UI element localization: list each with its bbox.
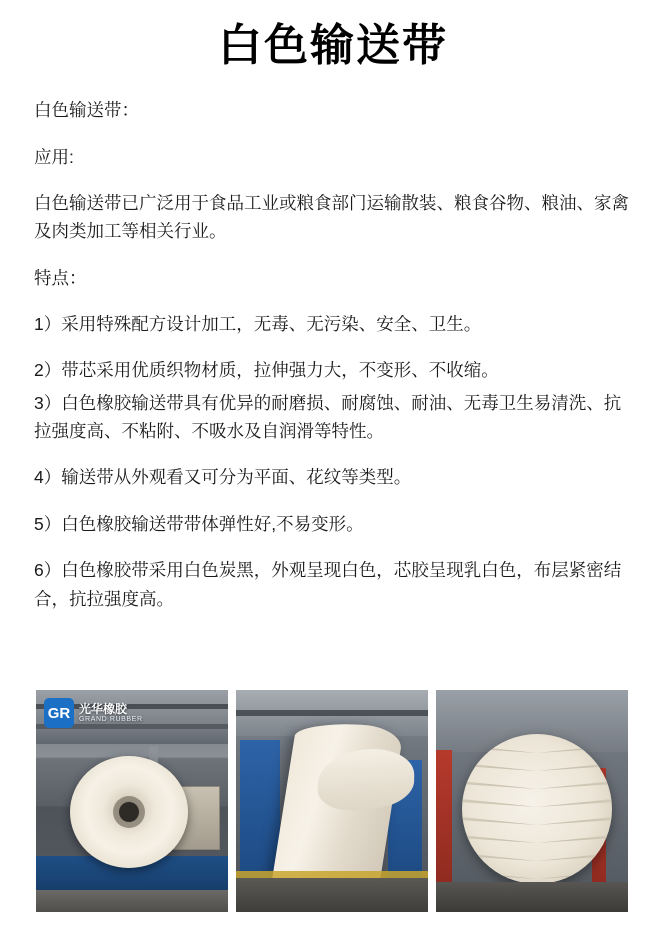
paragraph-features-heading: 特点： (34, 267, 87, 288)
gallery-image-chevron-roll (436, 690, 628, 912)
watermark-logo (44, 698, 143, 728)
photo2-floor (236, 878, 428, 912)
paragraph-application-body: 白色输送带已广泛用于食品工业或粮食部门运输散装、粮食谷物、粮油、家禽及肉类加工等相关行业。 (34, 193, 629, 242)
paragraph-application-heading: 应用: (34, 146, 74, 167)
photo3-chevron-stripe (462, 780, 612, 789)
watermark-brand-cn: 光华橡胶 (79, 702, 128, 717)
photo3-floor (436, 882, 628, 912)
logo-mark-icon: GR (44, 698, 74, 728)
photo3-chevron-stripe (462, 834, 612, 843)
page-title: 白色输送带 (218, 21, 448, 70)
paragraph-intro: 白色输送带： (34, 100, 139, 121)
photo2-floor-marking (236, 871, 428, 878)
watermark-brand-en: GRAND RUBBER (79, 715, 143, 723)
photo2-beam (236, 710, 428, 716)
feature-item-6: 6）白色橡胶带采用白色炭黑，外观呈现白色，芯胶呈现乳白色，布层紧密结合，抗拉强度高。 (34, 560, 622, 609)
photo3-chevron-stripe (462, 816, 612, 825)
feature-item-1: 1）采用特殊配方设计加工，无毒、无污染、安全、卫生。 (34, 314, 482, 335)
product-image-gallery (36, 690, 630, 912)
photo1-floor (36, 890, 228, 912)
product-description-page (0, 22, 666, 952)
photo1-white-belt-roll (70, 756, 188, 868)
feature-item-5: 5）白色橡胶输送带带体弹性好,不易变形。 (34, 513, 364, 534)
description-body (0, 96, 666, 612)
feature-item-2: 2）带芯采用优质织物材质，拉伸强力大，不变形、不收缩。 (34, 360, 499, 381)
photo3-red-post-left (436, 750, 452, 890)
photo2-machine-frame-left (240, 740, 280, 880)
photo3-chevron-stripe (462, 852, 612, 861)
gallery-image-sheet-processing (236, 690, 428, 912)
gallery-image-roll-factory (36, 690, 228, 912)
photo3-chevron-stripe (462, 762, 612, 771)
feature-item-4: 4）输送带从外观看又可分为平面、花纹等类型。 (34, 467, 412, 488)
feature-item-3: 3）白色橡胶输送带具有优异的耐磨损、耐腐蚀、耐油、无毒卫生易清洗、抗拉强度高、不粘附、不吸水及自润滑等特性。 (34, 392, 622, 442)
photo3-chevron-stripe (462, 798, 612, 807)
photo3-chevron-belt-roll (462, 734, 612, 884)
watermark-text (79, 703, 143, 723)
photo3-chevron-stripe (462, 870, 612, 879)
